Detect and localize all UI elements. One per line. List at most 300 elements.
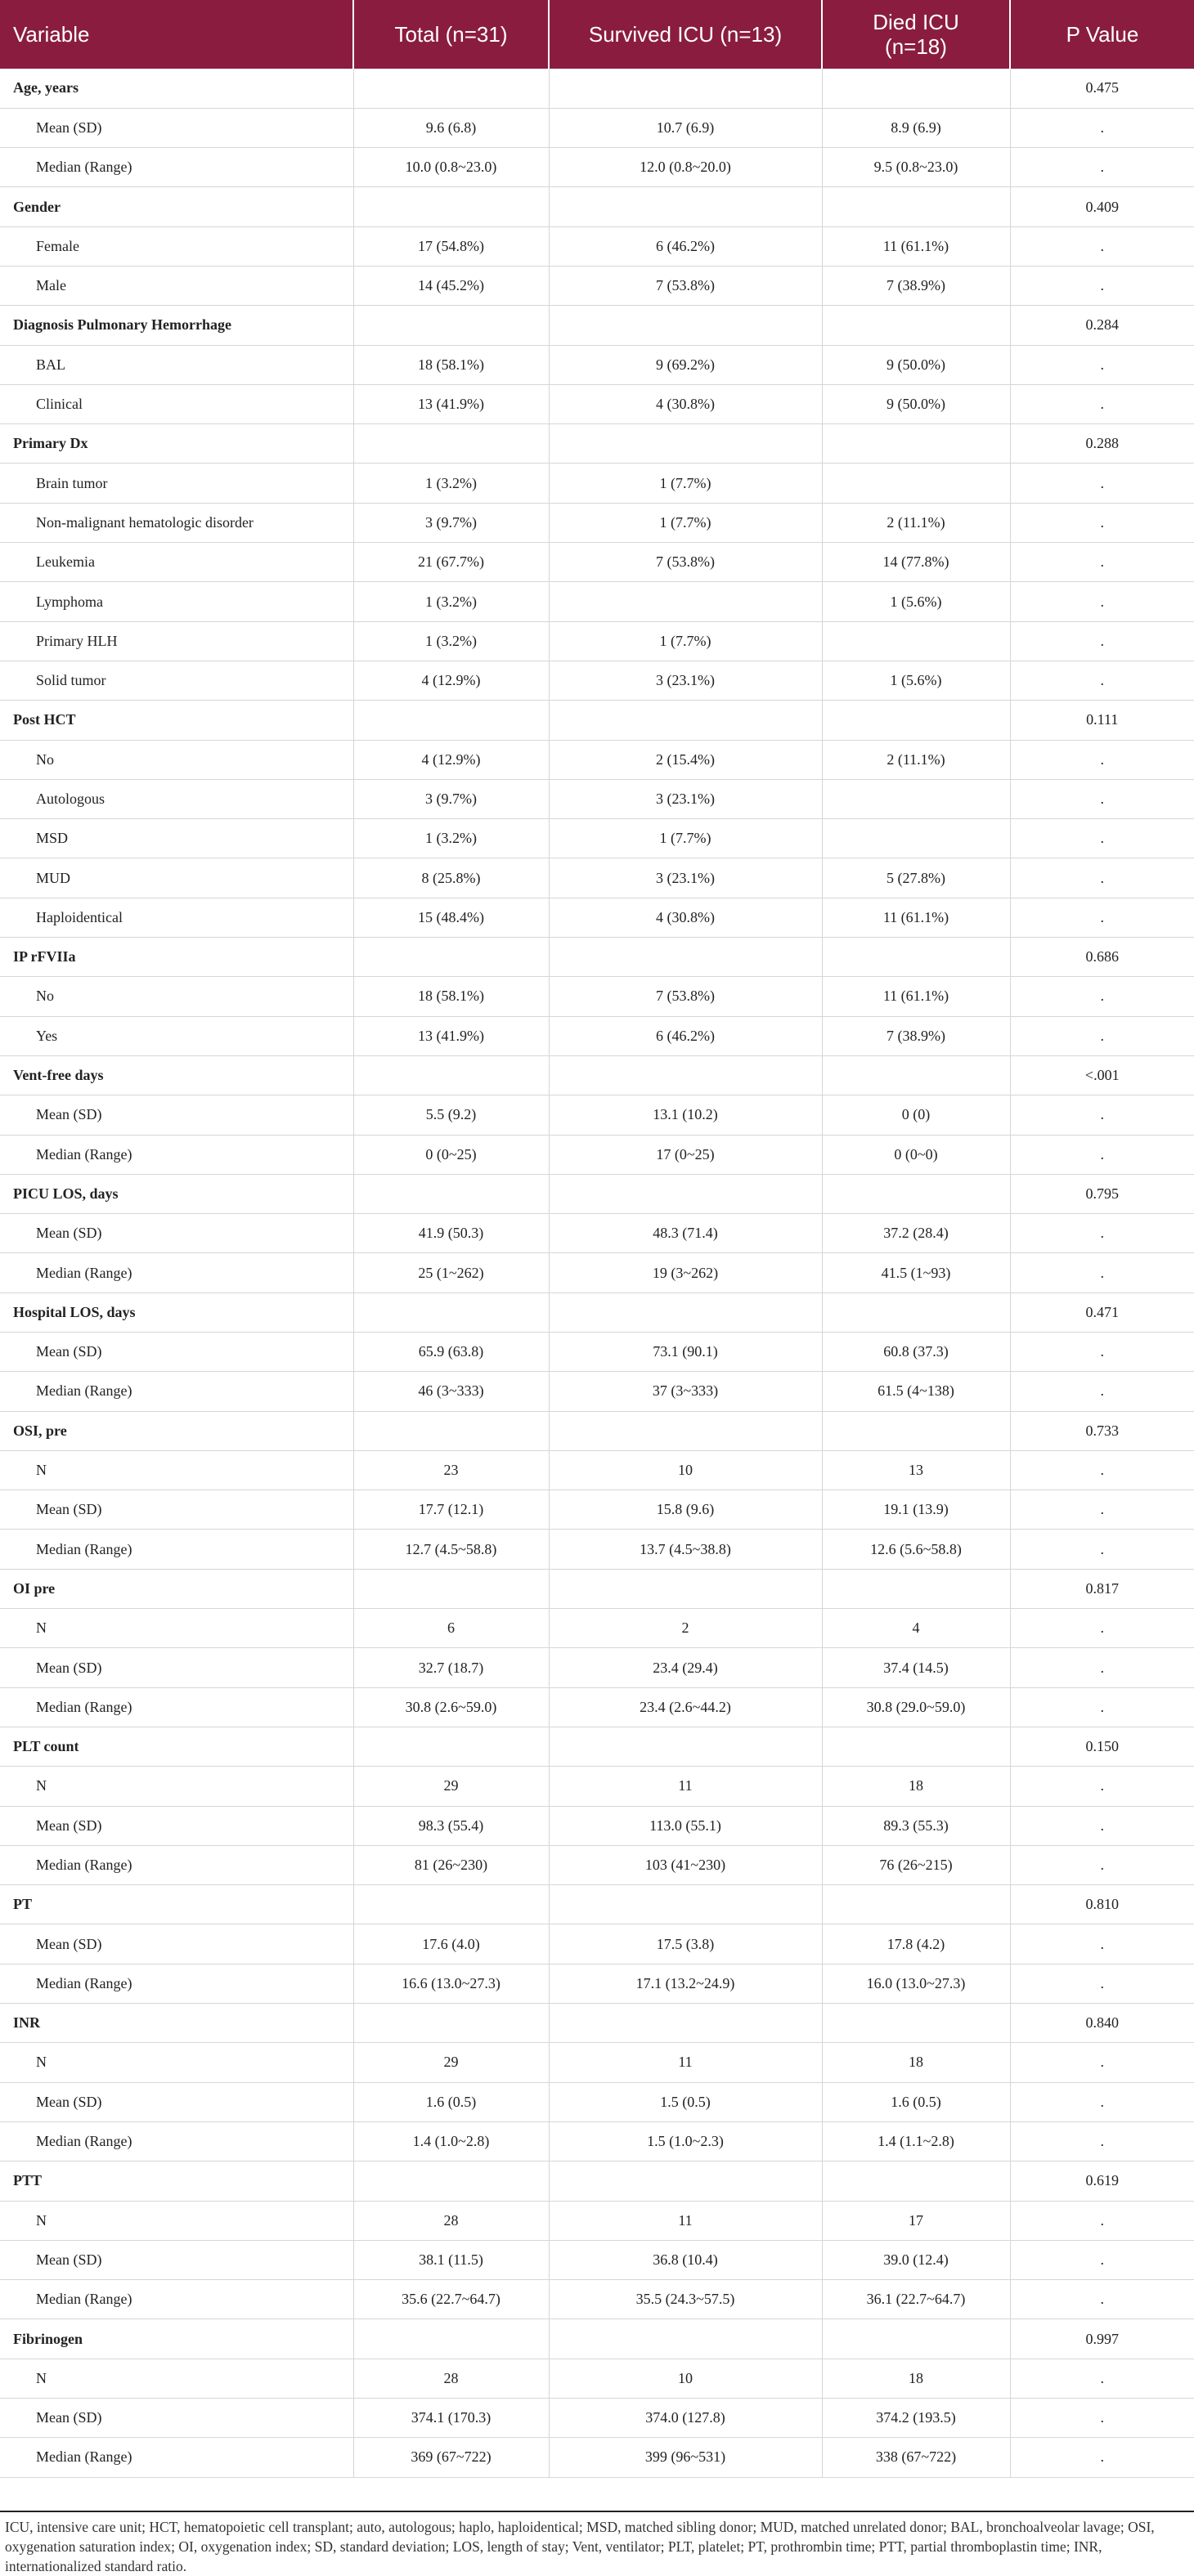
cell-survived [549,1885,822,1924]
cell-variable: Mean (SD) [0,2240,353,2279]
cell-survived: 13.7 (4.5~38.8) [549,1530,822,1569]
cell-survived: 6 (46.2%) [549,1016,822,1055]
cell-total [353,1411,549,1450]
cell-p-value: . [1010,226,1194,266]
cell-total: 10.0 (0.8~23.0) [353,148,549,187]
cell-survived: 1.5 (0.5) [549,2082,822,2121]
cell-died [822,1569,1010,1608]
cell-variable: N [0,2043,353,2082]
header-total: Total (n=31) [353,0,549,69]
cell-survived: 7 (53.8%) [549,543,822,582]
cell-variable: Male [0,266,353,305]
cell-survived: 1 (7.7%) [549,621,822,661]
cell-variable: OSI, pre [0,1411,353,1450]
group-header-row [0,187,1194,226]
table-row [0,740,1194,779]
cell-p-value: . [1010,148,1194,187]
cell-total: 1 (3.2%) [353,819,549,858]
cell-survived [549,2319,822,2359]
group-header-row [0,1727,1194,1766]
cell-total: 17.6 (4.0) [353,1924,549,1964]
cell-variable: Brain tumor [0,464,353,503]
cell-variable: Mean (SD) [0,2399,353,2438]
group-header-row [0,1292,1194,1332]
cell-p-value: . [1010,464,1194,503]
table-row [0,226,1194,266]
cell-variable: Gender [0,187,353,226]
cell-died [822,819,1010,858]
cell-total: 17.7 (12.1) [353,1490,549,1530]
cell-survived: 1 (7.7%) [549,464,822,503]
cell-variable: Mean (SD) [0,1924,353,1964]
cell-p-value: . [1010,2121,1194,2161]
group-header-row [0,2162,1194,2201]
table-row [0,1016,1194,1055]
group-header-row [0,1885,1194,1924]
cell-total: 16.6 (13.0~27.3) [353,1964,549,2003]
table-row [0,2240,1194,2279]
table-row [0,543,1194,582]
cell-p-value: . [1010,1924,1194,1964]
cell-died: 9.5 (0.8~23.0) [822,148,1010,187]
table-row [0,148,1194,187]
cell-p-value: . [1010,977,1194,1016]
cell-variable: Mean (SD) [0,1648,353,1687]
cell-variable: Median (Range) [0,1687,353,1727]
cell-variable: No [0,977,353,1016]
cell-total: 18 (58.1%) [353,345,549,384]
cell-total: 1 (3.2%) [353,582,549,621]
cell-died: 11 (61.1%) [822,226,1010,266]
cell-total: 28 [353,2201,549,2240]
group-header-row [0,701,1194,740]
cell-variable: PICU LOS, days [0,1174,353,1213]
cell-total: 6 [353,1609,549,1648]
cell-p-value: . [1010,2201,1194,2240]
table-row [0,1806,1194,1845]
cell-p-value: . [1010,661,1194,700]
cell-total: 29 [353,1767,549,1806]
cell-p-value: 0.733 [1010,1411,1194,1450]
cell-total: 1.4 (1.0~2.8) [353,2121,549,2161]
cell-total [353,2004,549,2043]
cell-p-value: . [1010,819,1194,858]
cell-total [353,187,549,226]
group-header-row [0,1411,1194,1450]
cell-survived [549,1174,822,1213]
cell-died: 9 (50.0%) [822,384,1010,423]
cell-variable: N [0,1450,353,1490]
table-row [0,464,1194,503]
cell-total: 30.8 (2.6~59.0) [353,1687,549,1727]
table-row [0,345,1194,384]
cell-total: 32.7 (18.7) [353,1648,549,1687]
cell-total: 29 [353,2043,549,2082]
table-row [0,2201,1194,2240]
cell-variable: Mean (SD) [0,1095,353,1135]
cell-p-value: 0.810 [1010,1885,1194,1924]
cell-p-value: 0.288 [1010,424,1194,464]
cell-p-value: 0.150 [1010,1727,1194,1766]
cell-died: 18 [822,2359,1010,2398]
cell-survived: 19 (3~262) [549,1253,822,1292]
cell-variable: BAL [0,345,353,384]
cell-variable: Solid tumor [0,661,353,700]
cell-variable: Median (Range) [0,1253,353,1292]
cell-variable: N [0,1609,353,1648]
cell-died [822,1885,1010,1924]
cell-p-value: . [1010,2082,1194,2121]
table-row [0,1333,1194,1372]
cell-p-value: . [1010,1253,1194,1292]
cell-survived [549,187,822,226]
cell-survived: 103 (41~230) [549,1845,822,1884]
cell-variable: Mean (SD) [0,1490,353,1530]
cell-died [822,701,1010,740]
cell-survived: 2 [549,1609,822,1648]
cell-died: 7 (38.9%) [822,266,1010,305]
cell-p-value: . [1010,345,1194,384]
cell-total: 46 (3~333) [353,1372,549,1411]
cell-died [822,2004,1010,2043]
cell-died: 374.2 (193.5) [822,2399,1010,2438]
cell-died [822,1727,1010,1766]
cell-variable: Median (Range) [0,1135,353,1174]
cell-variable: Diagnosis Pulmonary Hemorrhage [0,306,353,345]
cell-survived [549,1411,822,1450]
cell-total: 1 (3.2%) [353,621,549,661]
cell-survived [549,306,822,345]
table-row [0,1135,1194,1174]
cell-variable: MSD [0,819,353,858]
cell-died: 36.1 (22.7~64.7) [822,2280,1010,2319]
cell-total: 98.3 (55.4) [353,1806,549,1845]
cell-survived: 3 (23.1%) [549,661,822,700]
cell-survived [549,1292,822,1332]
cell-variable: Median (Range) [0,1530,353,1569]
cell-total: 3 (9.7%) [353,779,549,818]
table-row [0,661,1194,700]
cell-died: 5 (27.8%) [822,858,1010,898]
cell-p-value: 0.817 [1010,1569,1194,1608]
cell-died: 17.8 (4.2) [822,1924,1010,1964]
table-row [0,1253,1194,1292]
cell-survived [549,582,822,621]
cell-died: 37.4 (14.5) [822,1648,1010,1687]
cell-died: 17 [822,2201,1010,2240]
header-died [822,0,1010,69]
group-header-row [0,424,1194,464]
cell-died: 39.0 (12.4) [822,2240,1010,2279]
group-header-row [0,69,1194,108]
cell-total: 5.5 (9.2) [353,1095,549,1135]
cell-died [822,1174,1010,1213]
table-row [0,2438,1194,2477]
cell-p-value: . [1010,898,1194,937]
cell-p-value: 0.409 [1010,187,1194,226]
cell-died: 8.9 (6.9) [822,108,1010,147]
cell-variable: Age, years [0,69,353,108]
table-row [0,1845,1194,1884]
group-header-row [0,1569,1194,1608]
cell-variable: Median (Range) [0,2280,353,2319]
cell-died: 60.8 (37.3) [822,1333,1010,1372]
cell-survived: 2 (15.4%) [549,740,822,779]
cell-p-value: . [1010,621,1194,661]
table-row [0,1490,1194,1530]
cell-p-value: . [1010,1372,1194,1411]
cell-died: 12.6 (5.6~58.8) [822,1530,1010,1569]
cell-survived: 23.4 (29.4) [549,1648,822,1687]
cell-survived: 11 [549,2043,822,2082]
cell-died [822,779,1010,818]
group-header-row [0,1055,1194,1095]
table-row [0,1450,1194,1490]
cell-survived: 17.1 (13.2~24.9) [549,1964,822,2003]
cell-p-value: . [1010,1333,1194,1372]
cell-p-value: . [1010,1609,1194,1648]
cell-total [353,1055,549,1095]
cell-total: 3 (9.7%) [353,503,549,542]
cell-total: 41.9 (50.3) [353,1214,549,1253]
cell-variable: Hospital LOS, days [0,1292,353,1332]
cell-survived: 3 (23.1%) [549,858,822,898]
cell-died [822,69,1010,108]
cell-survived: 7 (53.8%) [549,977,822,1016]
cell-p-value: 0.997 [1010,2319,1194,2359]
cell-total [353,938,549,977]
table-row [0,2121,1194,2161]
cell-total [353,1174,549,1213]
table-row [0,384,1194,423]
cell-variable: PLT count [0,1727,353,1766]
table-body [0,69,1194,2477]
table-row [0,1648,1194,1687]
cell-variable: Mean (SD) [0,1214,353,1253]
cell-died: 0 (0~0) [822,1135,1010,1174]
cell-total [353,69,549,108]
cell-variable: Autologous [0,779,353,818]
table-row [0,1530,1194,1569]
cell-total [353,2162,549,2201]
cell-total: 65.9 (63.8) [353,1333,549,1372]
cell-survived [549,1727,822,1766]
cell-p-value: . [1010,1648,1194,1687]
cell-variable: Median (Range) [0,1372,353,1411]
cell-p-value: . [1010,1964,1194,2003]
cell-variable: Leukemia [0,543,353,582]
cell-survived [549,424,822,464]
table-row [0,977,1194,1016]
cell-variable: N [0,1767,353,1806]
cell-variable: Yes [0,1016,353,1055]
table-row [0,819,1194,858]
cell-total [353,2319,549,2359]
cell-died: 1 (5.6%) [822,582,1010,621]
cell-p-value: . [1010,2399,1194,2438]
cell-p-value: 0.686 [1010,938,1194,977]
cell-total: 13 (41.9%) [353,1016,549,1055]
cell-died: 1.4 (1.1~2.8) [822,2121,1010,2161]
cell-p-value: <.001 [1010,1055,1194,1095]
cell-survived: 11 [549,2201,822,2240]
cell-p-value: . [1010,1450,1194,1490]
cell-survived: 73.1 (90.1) [549,1333,822,1372]
table-row [0,1095,1194,1135]
cell-p-value: . [1010,740,1194,779]
cell-survived: 1 (7.7%) [549,503,822,542]
cell-total: 38.1 (11.5) [353,2240,549,2279]
cell-survived: 7 (53.8%) [549,266,822,305]
header-variable: Variable [0,0,353,69]
cell-p-value: . [1010,1490,1194,1530]
cell-total: 1 (3.2%) [353,464,549,503]
cell-died: 30.8 (29.0~59.0) [822,1687,1010,1727]
cell-p-value: . [1010,1095,1194,1135]
cell-survived: 1.5 (1.0~2.3) [549,2121,822,2161]
cell-died: 89.3 (55.3) [822,1806,1010,1845]
header-survived: Survived ICU (n=13) [549,0,822,69]
cell-survived: 17.5 (3.8) [549,1924,822,1964]
cell-survived: 9 (69.2%) [549,345,822,384]
table-row [0,2359,1194,2398]
cell-p-value: . [1010,384,1194,423]
cell-total: 1.6 (0.5) [353,2082,549,2121]
cell-total: 9.6 (6.8) [353,108,549,147]
cell-died: 61.5 (4~138) [822,1372,1010,1411]
table-row [0,1372,1194,1411]
cell-p-value: 0.840 [1010,2004,1194,2043]
cell-died: 1.6 (0.5) [822,2082,1010,2121]
cell-survived: 13.1 (10.2) [549,1095,822,1135]
cell-survived: 15.8 (9.6) [549,1490,822,1530]
table-row [0,779,1194,818]
cell-total: 369 (67~722) [353,2438,549,2477]
cell-total: 21 (67.7%) [353,543,549,582]
group-header-row [0,2004,1194,2043]
table-row [0,2280,1194,2319]
cell-variable: Fibrinogen [0,2319,353,2359]
cell-variable: PT [0,1885,353,1924]
cell-survived [549,1055,822,1095]
cell-total: 28 [353,2359,549,2398]
table-header [0,0,1194,69]
cell-p-value: . [1010,543,1194,582]
cell-p-value: . [1010,858,1194,898]
cell-survived: 17 (0~25) [549,1135,822,1174]
cell-survived: 4 (30.8%) [549,384,822,423]
cell-variable: OI pre [0,1569,353,1608]
table-row [0,1687,1194,1727]
cell-total [353,1569,549,1608]
cell-variable: Lymphoma [0,582,353,621]
group-header-row [0,306,1194,345]
cell-p-value: . [1010,108,1194,147]
cell-variable: Primary HLH [0,621,353,661]
cell-survived: 10 [549,1450,822,1490]
cell-survived: 1 (7.7%) [549,819,822,858]
cell-total: 23 [353,1450,549,1490]
cell-survived: 4 (30.8%) [549,898,822,937]
cell-total [353,306,549,345]
cell-variable: Mean (SD) [0,1806,353,1845]
cell-variable: Median (Range) [0,148,353,187]
cell-died [822,424,1010,464]
cell-died: 338 (67~722) [822,2438,1010,2477]
table-row [0,2082,1194,2121]
cell-variable: Non-malignant hematologic disorder [0,503,353,542]
table-row [0,582,1194,621]
cell-variable: Vent-free days [0,1055,353,1095]
cell-died: 41.5 (1~93) [822,1253,1010,1292]
cell-variable: Post HCT [0,701,353,740]
cell-died: 76 (26~215) [822,1845,1010,1884]
cell-total: 12.7 (4.5~58.8) [353,1530,549,1569]
cell-variable: MUD [0,858,353,898]
cell-died: 2 (11.1%) [822,740,1010,779]
cell-survived [549,701,822,740]
cell-p-value: . [1010,779,1194,818]
table-row [0,1214,1194,1253]
cell-died: 11 (61.1%) [822,977,1010,1016]
cell-survived: 10 [549,2359,822,2398]
cell-died [822,187,1010,226]
cell-survived: 37 (3~333) [549,1372,822,1411]
cell-total [353,1727,549,1766]
cell-variable: PTT [0,2162,353,2201]
cell-survived [549,938,822,977]
cell-p-value: . [1010,582,1194,621]
cell-p-value: . [1010,2280,1194,2319]
cell-p-value: . [1010,2043,1194,2082]
table-row [0,898,1194,937]
cell-p-value: 0.475 [1010,69,1194,108]
cell-died: 9 (50.0%) [822,345,1010,384]
cell-died [822,621,1010,661]
cell-total: 14 (45.2%) [353,266,549,305]
cell-total: 4 (12.9%) [353,661,549,700]
table-row [0,266,1194,305]
cell-p-value: . [1010,1135,1194,1174]
cell-total: 35.6 (22.7~64.7) [353,2280,549,2319]
cell-survived: 374.0 (127.8) [549,2399,822,2438]
cell-total [353,1885,549,1924]
cell-total: 374.1 (170.3) [353,2399,549,2438]
cell-died [822,2319,1010,2359]
cell-survived [549,69,822,108]
table-row [0,2399,1194,2438]
cell-p-value: . [1010,1845,1194,1884]
cell-total: 15 (48.4%) [353,898,549,937]
cell-p-value: 0.795 [1010,1174,1194,1213]
cell-total: 81 (26~230) [353,1845,549,1884]
table-row [0,858,1194,898]
cell-variable: IP rFVIIa [0,938,353,977]
cell-p-value: . [1010,503,1194,542]
group-header-row [0,2319,1194,2359]
table-row [0,1964,1194,2003]
cell-survived: 113.0 (55.1) [549,1806,822,1845]
cell-p-value: . [1010,1767,1194,1806]
cell-died: 37.2 (28.4) [822,1214,1010,1253]
cell-survived: 12.0 (0.8~20.0) [549,148,822,187]
cell-died: 4 [822,1609,1010,1648]
cell-variable: No [0,740,353,779]
table-row [0,1924,1194,1964]
cell-p-value: . [1010,2240,1194,2279]
cell-variable: Female [0,226,353,266]
cell-died [822,306,1010,345]
